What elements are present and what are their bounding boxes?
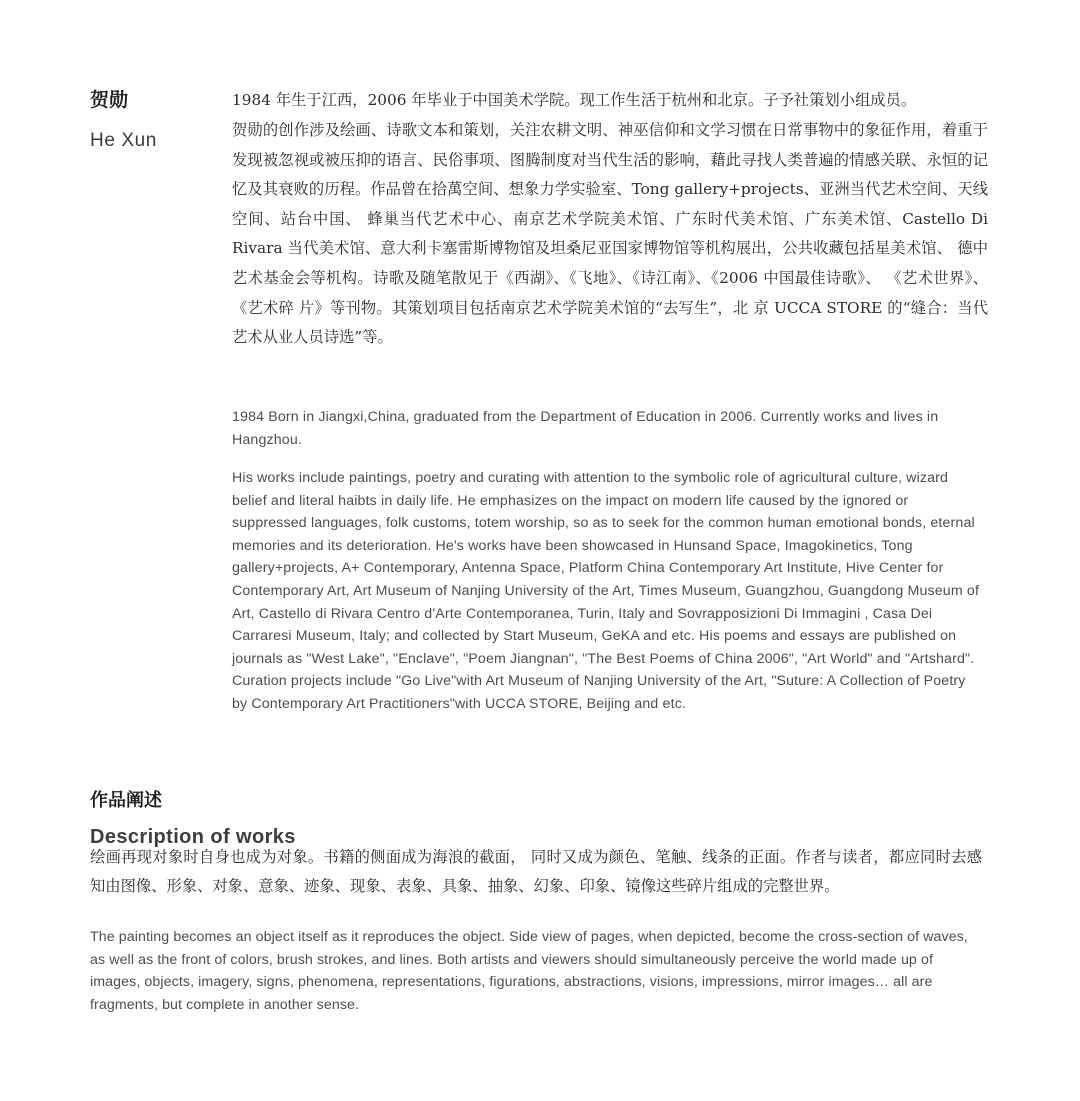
artist-bio-en-paragraph-1: 1984 Born in Jiangxi,China, graduated from the Department of Education in 2006. Currently works and lives in Hangzhou. — [232, 409, 939, 448]
artist-bio-cn-body: 贺勋的创作涉及绘画、诗歌文本和策划，关注农耕文明、神巫信仰和文学习惯在日常事物中的象征作用，着重于发现被忽视或被压抑的语言、民俗事项、图腾制度对当代生活的影响，藉此寻找人类普遍的情感关联、永恒的记忆及其衰败的历程。作品曾在拾萬空间、想象力学实验室、Tong gallery+projects、亚洲当代艺术空间、天线空间、站台中国、 蜂巢当代艺术中心、南京艺术学院美术馆、广东时代美术馆、广东美术馆、Castello Di Rivara 当代美术馆、意大利卡塞雷斯博物馆及坦桑尼亚国家博物馆等机构展出，公共收藏包括星美术馆、 德中艺术基金会等机构。诗歌及随笔散见于《西湖》、《飞地》、《诗江南》、《2006 中国最佳诗歌》、 《艺术世界》、《艺术碎 片》等刊物。其策划项目包括南京艺术学院美术馆的“去写生”，北 京 UCCA STORE 的“缝合：当代艺术从业人员诗选”等。 — [232, 121, 988, 347]
artist-name-en: He Xun — [90, 130, 157, 151]
artist-bio-cn-lead: 1984 年生于江西，2006 年毕业于中国美术学院。现工作生活于杭州和北京。子予社策划小组成员。 — [232, 91, 917, 109]
works-body-cn: 绘画再现对象时自身也成为对象。书籍的侧面成为海浪的截面， 同时又成为颜色、笔触、线条的正面。作者与读者，都应同时去感知由图像、形象、对象、意象、迹象、现象、表象、具象、抽象、幻象、印象、镜像这些碎片组成的完整世界。 — [90, 848, 982, 895]
artist-bio-en-paragraph-2: His works include paintings, poetry and curating with attention to the symbolic role of agricultural culture, wizard belief and literal haibts in daily life. He emphasizes on the impact on modern life caused by the ignored or suppressed languages, folk customs, totem worship, so as to seek for the common human emotional bonds, eternal memories and its deterioration. He's works have been showcased in Hunsand Space, Imagokinetics, Tong gallery+projects, A+ Contemporary, Antenna Space, Platform China Contemporary Art Institute, Hive Center for Contemporary Art, Art Museum of Nanjing University of the Art, Times Museum, Guangzhou, Guangdong Museum of Art, Castello di Rivara Centro d'Arte Contemporanea, Turin, Italy and Sovrapposizioni Di Immagini , Casa Dei Carraresi Museum, Italy; and collected by Start Museum, GeKA and etc. His poems and essays are published on journals as "West Lake", "Enclave", "Poem Jiangnan", "The Best Poems of China 2006", "Art World" and "Artshard". Curation projects include "Go Live"with Art Museum of Nanjing University of the Art, "Suture: A Collection of Poetry by Contemporary Art Practitioners"with UCCA STORE, Beijing and etc. — [232, 470, 980, 712]
artist-name-cn: 贺勋 — [90, 89, 129, 111]
works-body-en: The painting becomes an object itself as it reproduces the object. Side view of pages, when depicted, become the cross-section of waves, as well as the front of colors, brush strokes, and lines. Both artists and viewers should simultaneously perceive the world made up of images, objects, imagery, signs, phenomena, representations, figurations, abstractions, visions, impressions, mirror images… all are fragments, but complete in another sense. — [90, 929, 968, 1013]
works-heading-cn: 作品阐述 — [90, 789, 162, 811]
works-heading-en: Description of works — [90, 825, 296, 848]
